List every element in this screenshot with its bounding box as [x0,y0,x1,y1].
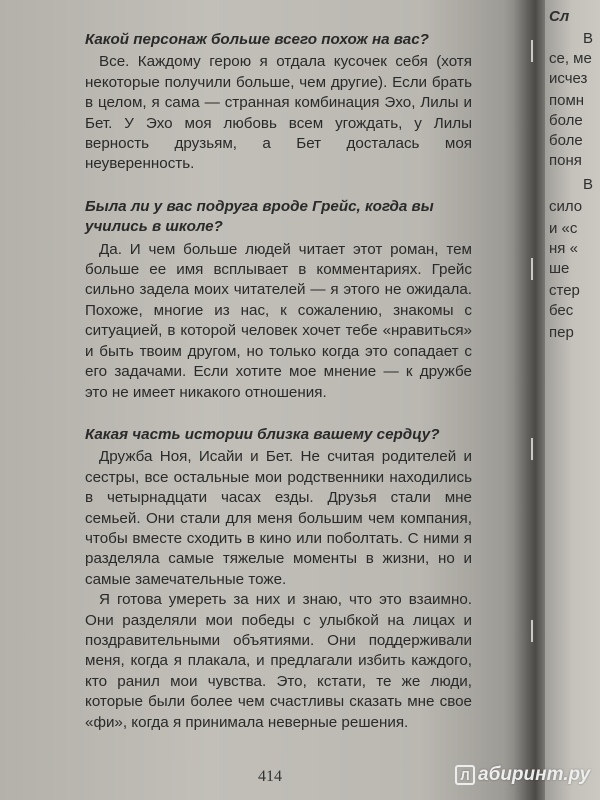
binding-stitch [531,438,533,460]
section-paragraph: Да. И чем больше людей читает этот роман, тем больше ее имя всплывает в комментариях. Грейс сильно задела моих читателей — я этого не ожидала. Похоже, многие из нас, к сожалению, знакомы с ситуацией, в которой человек хочет тебе «нравиться» и быть твоим другом, но только когда это сопадает с его задачами. Если хотите мое мнение — к дружбе это не имеет никакого отношения. [85,240,472,401]
section-paragraph: Дружба Ноя, Исайи и Бет. Не считая родителей и сестры, все остальные мои родственники находились в четырнадцати часах езды. Друзья стали мне семьей. Они стали для меня большим чем компания, чтобы вместе сходить в кино или поболтать. С ними я разделяла самые тяжелые моменты в жизни, но и самые замечательные тоже. [85,448,472,588]
section-paragraph: Все. Каждому герою я отдала кусочек себя (хотя некоторые получили больше, чем другие). Если брать в целом, я сама — странная комбинация Эхо, Лилы и Бет. У Эхо моя любовь всем угождать, у Лилы верность друзьям, а Бет досталась моя неуверенность. [85,53,472,173]
section-question: Какой персонаж больше всего похож на вас? [85,31,429,48]
binding-stitch [531,40,533,62]
watermark-text: абиринт.ру [478,764,591,785]
right-page-line: исчез [549,70,588,87]
section-question: Была ли у вас подруга вроде Грейс, когда вы учились в школе? [85,197,434,236]
section-spacer [85,175,472,197]
labirint-watermark [455,764,590,786]
binding-stitch [531,620,533,642]
book-gutter [515,0,549,800]
right-page-line: се, ме [549,50,592,67]
right-page-line: стер [549,282,580,299]
section-question: Какая часть истории близка вашему сердцу? [85,425,440,443]
right-page-line: В [583,176,594,193]
right-page-line: боле [549,132,583,149]
right-page-line: сило [549,198,583,215]
right-page-line: помн [549,92,585,109]
right-page-line: бес [549,302,574,319]
section-spacer [85,403,472,425]
page-number: 414 [258,768,282,785]
right-page-line: боле [549,112,583,129]
labirint-logo-icon: Л [455,765,475,785]
right-page-line: и «с [549,220,578,237]
right-page-line: ня « [549,240,578,257]
section-paragraph: Я готова умереть за них и знаю, что это взаимно. Они разделяли мои победы с улыбкой на лицах и поздравительными объятиями. Они поддерживали меня, когда я плакала, и предлагали избить каждого, кто ранил мои чувства. Это, кстати, те же люди, которые были более чем счастливы сказать мне свое «фи», когда я принимала неверные решения. [85,591,472,731]
right-page-line: пер [549,324,574,341]
text-block [85,30,472,733]
right-page-line: В [583,30,594,47]
right-page-line: поня [549,152,582,169]
binding-stitch [531,258,533,280]
right-page-line: Сл [549,8,570,25]
right-page [545,0,600,800]
right-page-line: ше [549,260,570,277]
